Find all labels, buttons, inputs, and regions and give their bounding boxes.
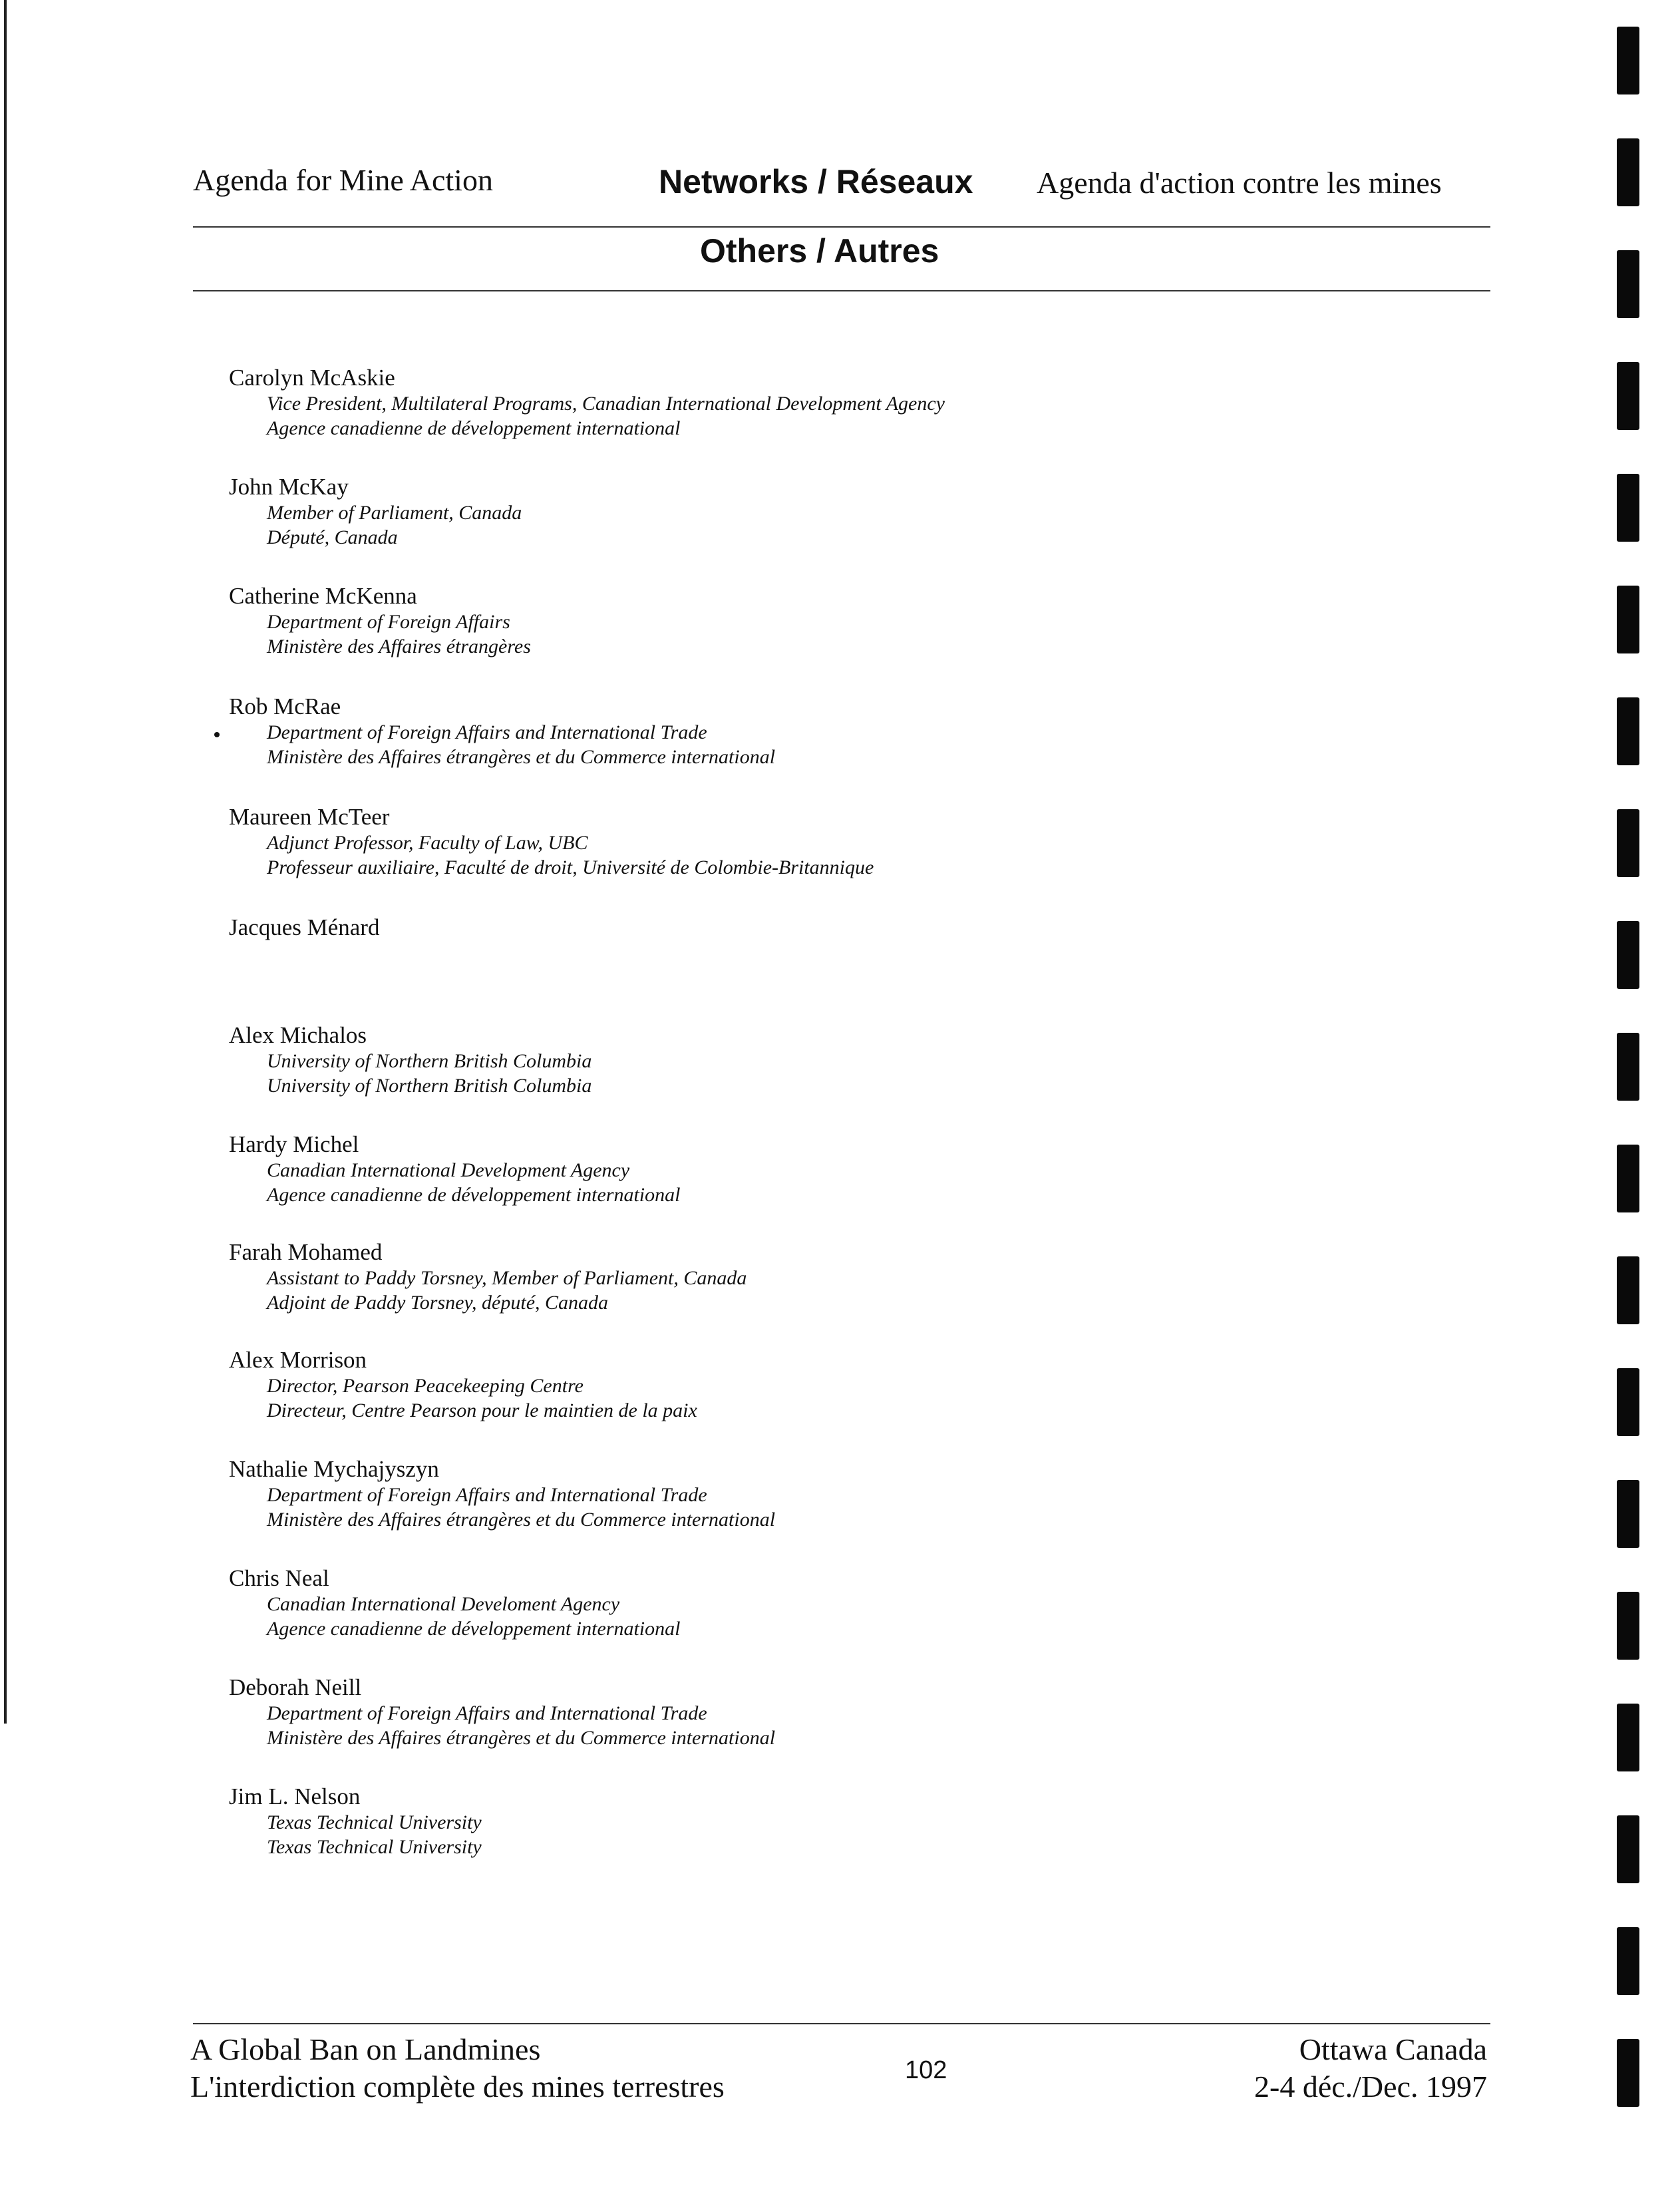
entry-role-en: Department of Foreign Affairs [267, 611, 510, 633]
entry-role-fr: Texas Technical University [267, 1836, 482, 1858]
stray-bullet-mark [214, 732, 220, 737]
entry-name: Alex Morrison [229, 1347, 367, 1373]
binding-mark [1617, 1927, 1639, 1995]
entry-name: Nathalie Mychajyszyn [229, 1456, 439, 1482]
footer-rule [193, 2023, 1490, 2024]
entry-name: Jim L. Nelson [229, 1783, 361, 1809]
entry-name: Catherine McKenna [229, 583, 417, 609]
footer-title-fr: L'interdiction complète des mines terrestres [190, 2070, 725, 2104]
entry-role-fr: Agence canadienne de développement international [267, 417, 681, 439]
directory-entry [229, 1674, 775, 1750]
header-center-title: Networks / Réseaux [659, 163, 973, 200]
entry-name: Carolyn McAskie [229, 365, 395, 391]
entry-role-en: Canadian International Develoment Agency [267, 1593, 620, 1615]
section-rule [193, 290, 1490, 291]
entry-name: Rob McRae [229, 693, 341, 719]
directory-entry [229, 1131, 680, 1207]
directory-entry [229, 693, 775, 769]
directory-entry [229, 474, 522, 550]
entry-role-en: Adjunct Professor, Faculty of Law, UBC [267, 832, 588, 854]
binding-mark [1617, 586, 1639, 653]
directory-entry [229, 1022, 591, 1098]
entry-role-fr: Agence canadienne de développement international [267, 1618, 681, 1640]
binding-mark [1617, 1145, 1639, 1212]
binding-mark [1617, 809, 1639, 877]
entry-role-fr: Ministère des Affaires étrangères et du Commerce international [267, 746, 776, 768]
binding-mark [1617, 1033, 1639, 1101]
entry-name: Hardy Michel [229, 1131, 359, 1157]
directory-entry [229, 804, 874, 880]
directory-entry [229, 1565, 680, 1641]
binding-mark [1617, 1480, 1639, 1548]
footer-left [190, 2031, 725, 2106]
binding-mark [1617, 1368, 1639, 1436]
header-rule [193, 226, 1490, 228]
footer-title-en: A Global Ban on Landmines [190, 2032, 541, 2066]
footer-right [1254, 2031, 1487, 2106]
entry-role-en: Vice President, Multilateral Programs, Canadian International Development Agency [267, 393, 945, 415]
entry-role-en: Assistant to Paddy Torsney, Member of Parliament, Canada [267, 1267, 747, 1289]
footer-date: 2-4 déc./Dec. 1997 [1254, 2070, 1487, 2104]
entry-role-fr: Professeur auxiliaire, Faculté de droit, Université de Colombie-Britannique [267, 856, 874, 878]
binding-mark [1617, 697, 1639, 765]
entry-role-en: Director, Pearson Peacekeeping Centre [267, 1375, 584, 1397]
header-right-title: Agenda d'action contre les mines [1037, 166, 1442, 200]
entry-role-fr: Député, Canada [267, 526, 398, 548]
directory-entry [229, 914, 379, 941]
entry-role-fr: Ministère des Affaires étrangères [267, 636, 531, 657]
directory-entry [229, 1456, 775, 1532]
entry-name: Farah Mohamed [229, 1239, 383, 1265]
binding-mark [1617, 250, 1639, 318]
entry-role-en: University of Northern British Columbia [267, 1050, 592, 1072]
binding-mark [1617, 362, 1639, 430]
entry-role-en: Department of Foreign Affairs and International Trade [267, 721, 707, 743]
binding-marks [1617, 27, 1643, 2196]
page-number: 102 [905, 2056, 947, 2084]
section-title: Others / Autres [700, 232, 939, 270]
binding-mark [1617, 921, 1639, 989]
entry-role-en: Texas Technical University [267, 1811, 482, 1833]
entry-role-fr: University of Northern British Columbia [267, 1075, 592, 1097]
binding-mark [1617, 2039, 1639, 2107]
directory-entry [229, 1347, 697, 1423]
header-left-title: Agenda for Mine Action [193, 163, 493, 197]
entry-role-en: Department of Foreign Affairs and International Trade [267, 1702, 707, 1724]
entry-role-en: Member of Parliament, Canada [267, 502, 522, 524]
binding-mark [1617, 27, 1639, 94]
entry-name: Jacques Ménard [229, 914, 380, 940]
binding-mark [1617, 1704, 1639, 1771]
binding-mark [1617, 474, 1639, 542]
footer-location: Ottawa Canada [1299, 2032, 1487, 2066]
entry-role-en: Department of Foreign Affairs and International Trade [267, 1484, 707, 1506]
directory-entry [229, 583, 531, 659]
entry-role-fr: Ministère des Affaires étrangères et du Commerce international [267, 1727, 776, 1749]
entry-role-fr: Ministère des Affaires étrangères et du Commerce international [267, 1509, 776, 1531]
entry-role-fr: Directeur, Centre Pearson pour le maintien de la paix [267, 1399, 697, 1421]
entry-name: Maureen McTeer [229, 804, 390, 830]
directory-entry [229, 365, 945, 441]
scan-left-edge [4, 0, 7, 1724]
binding-mark [1617, 1256, 1639, 1324]
entry-role-fr: Adjoint de Paddy Torsney, député, Canada [267, 1292, 609, 1314]
directory-entry [229, 1783, 482, 1859]
binding-mark [1617, 138, 1639, 206]
entry-role-en: Canadian International Development Agency [267, 1159, 630, 1181]
entry-role-fr: Agence canadienne de développement international [267, 1184, 681, 1206]
entry-name: Deborah Neill [229, 1674, 362, 1700]
directory-entry [229, 1239, 747, 1315]
entry-name: Chris Neal [229, 1565, 329, 1591]
binding-mark [1617, 1592, 1639, 1660]
binding-mark [1617, 1815, 1639, 1883]
entry-name: Alex Michalos [229, 1022, 367, 1048]
entry-name: John McKay [229, 474, 349, 500]
